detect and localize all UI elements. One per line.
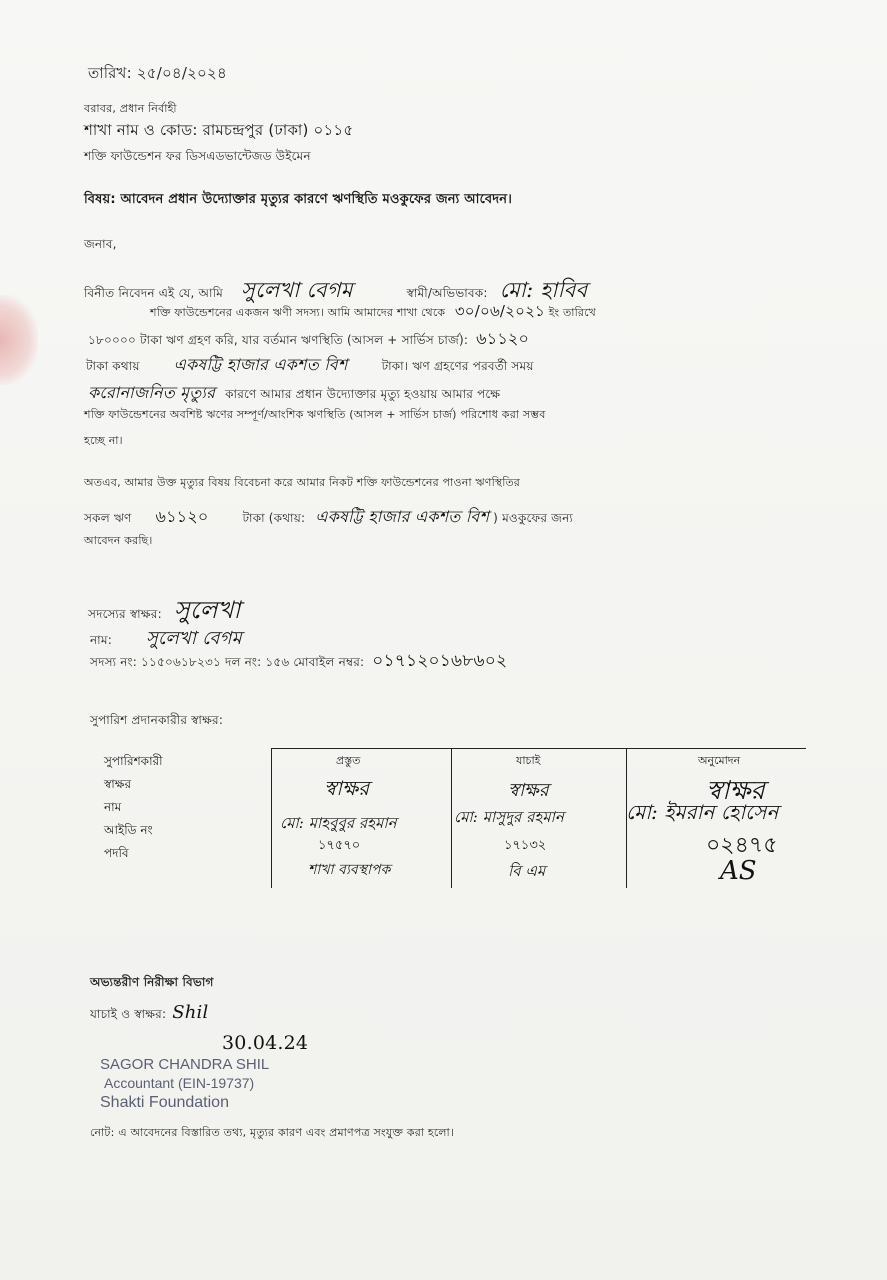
recommendation-title: সুপারিশ প্রদানকারীর স্বাক্ষর:: [90, 713, 224, 727]
signature-label: সদস্যের স্বাক্ষর:: [88, 607, 162, 621]
page-edge-shadow: [0, 295, 38, 385]
col-header: প্রস্তুত: [336, 754, 361, 767]
col-id: ১৭৫৭০: [318, 838, 361, 853]
salutation: জনাব,: [84, 237, 117, 251]
applicant-name: সুলেখা বেগম: [145, 628, 242, 649]
stamp-name: SAGOR CHANDRA SHIL: [100, 1056, 270, 1073]
row-label: পদবি: [104, 846, 129, 860]
body-text: বিনীত নিবেদন এই যে, আমি: [84, 286, 223, 300]
row-label: আইডি নং: [104, 823, 153, 837]
body-text: ইং তারিখে: [548, 306, 596, 319]
col-id: ১৭১৩২: [504, 838, 547, 853]
col-title: AS: [720, 856, 757, 886]
row-label: সুপারিশকারী: [104, 754, 163, 768]
col-signature: স্বাক্ষর: [508, 780, 549, 801]
para2-line-3: আবেদন করছি।: [84, 534, 153, 547]
seal-stamp: [100, 1055, 269, 1112]
col-name: মো: মাসুদুর রহমান: [454, 808, 564, 826]
recommendation-table: [96, 740, 836, 890]
para2-line-1: অতএব, আমার উক্ত মৃত্যুর বিষয় বিবেচনা করে আমার নিকট শক্তি ফাউন্ডেশনের পাওনা ঋণস্থিতির: [84, 476, 521, 489]
verify-row: [90, 1002, 208, 1026]
col-title: বি এম: [508, 862, 546, 880]
table-top-rule: [271, 748, 806, 749]
body-text: টাকা (কথায়:: [242, 511, 306, 525]
footer-note: নোট: এ আবেদনের বিস্তারিত তথ্য, মৃত্যুর কারণ এবং প্রমাণপত্র সংযুক্ত করা হলো।: [90, 1126, 455, 1139]
waiver-words-handwritten: একষট্টি হাজার একশত বিশ: [315, 507, 490, 526]
body-text: টাকা। ঋণ গ্রহণের পরবর্তী সময়: [381, 359, 534, 373]
col-name: মো: ইমরান হোসেন: [626, 800, 779, 824]
applicant-id-row: [90, 648, 507, 676]
subject-line: বিষয়: আবেদন প্রধান উদ্যোক্তার মৃত্যুর কারণে ঋণস্থিতি মওকুফের জন্য আবেদন।: [84, 192, 513, 207]
outstanding-amount: ৬১১২০: [476, 329, 530, 348]
col-header: যাচাই: [516, 754, 541, 767]
ref-date: তারিখ: ২৫/০৪/২০২৪: [88, 64, 227, 82]
audit-unit: অভ্যন্তরীণ নিরীক্ষা বিভাগ: [90, 975, 214, 989]
body-text: টাকা কথায়: [86, 359, 140, 373]
body-text: ) মওকুফের জন্য: [493, 511, 573, 525]
body-text: শক্তি ফাউন্ডেশনের একজন ঋণী সদস্য। আমি আমাদের শাখা থেকে: [150, 306, 446, 319]
col-signature: স্বাক্ষর: [324, 776, 370, 800]
body-line-2: [150, 300, 596, 325]
cause-handwritten: করোনাজনিত মৃত্যুর: [88, 383, 216, 402]
addressee: বরাবর, প্রধান নির্বাহী: [84, 102, 177, 115]
body-line-3: [88, 326, 529, 353]
body-text: কারণে আমার প্রধান উদ্যোক্তার মৃত্যু হওয়ায় আমার পক্ষে: [225, 387, 501, 401]
col-name: মো: মাহবুবুর রহমান: [280, 814, 397, 832]
body-text: সকল ঋণ: [84, 511, 132, 525]
body-line-7: হচ্ছে না।: [84, 434, 123, 447]
stamp-org: Shakti Foundation: [100, 1094, 229, 1111]
mobile-number: ০১৭১২০১৬৮৬০২: [372, 651, 508, 671]
stamp-title: Accountant (EIN-19737): [104, 1075, 255, 1091]
organization: শক্তি ফাউন্ডেশন ফর ডিসএডভান্টেজড উইমেন: [84, 149, 311, 163]
applicant-name-handwritten: সুলেখা বেগম: [241, 278, 353, 302]
applicant-signature: সুলেখা: [173, 596, 241, 624]
verify-date: 30.04.24: [222, 1032, 309, 1054]
body-text: ১৮০০০০ টাকা ঋণ গ্রহণ করি, যার বর্তমান ঋণস্থিতি (আসল + সার্ভিস চার্জ):: [88, 333, 469, 347]
para2-line-2: [84, 504, 573, 531]
col-id: ০২৪৭৫: [706, 833, 778, 858]
guardian-label: স্বামী/অভিভাবক:: [406, 286, 488, 300]
table-divider: [451, 748, 452, 888]
col-signature: স্বাক্ষর: [706, 776, 765, 806]
name-label: নাম:: [90, 633, 112, 647]
table-divider: [271, 748, 272, 888]
member-id-text: সদস্য নং: ১১৫০৬১৮২৩১ দল নং: ১৫৬ মোবাইল নম্বর:: [90, 655, 365, 669]
amount-words-handwritten: একষট্টি হাজার একশত বিশ: [173, 355, 348, 374]
branch-line: শাখা নাম ও কোড: রামচন্দ্রপুর (ঢাকা) ০১১৫: [84, 121, 354, 139]
loan-date: ৩০/০৬/২০২১: [454, 302, 545, 320]
body-line-6: শক্তি ফাউন্ডেশনের অবশিষ্ট ঋণের সম্পূর্ণ/আংশিক ঋণস্থিতি (আসল + সার্ভিস চার্জ) পরিশোধ করা সম্ভব: [84, 408, 546, 421]
row-label: নাম: [104, 800, 122, 814]
body-line-4: [86, 352, 534, 379]
verify-label: যাচাই ও স্বাক্ষর:: [90, 1007, 167, 1021]
col-title: শাখা ব্যবস্থাপক: [308, 862, 391, 878]
body-line-5: [88, 380, 500, 407]
col-header: অনুমোদন: [698, 754, 741, 767]
auditor-signature: Shil: [172, 1002, 209, 1023]
guardian-name-handwritten: মো: হাবিব: [499, 278, 588, 302]
waiver-amount: ৬১১২০: [155, 507, 209, 526]
row-label: স্বাক্ষর: [104, 777, 132, 791]
row-labels: [104, 750, 163, 865]
